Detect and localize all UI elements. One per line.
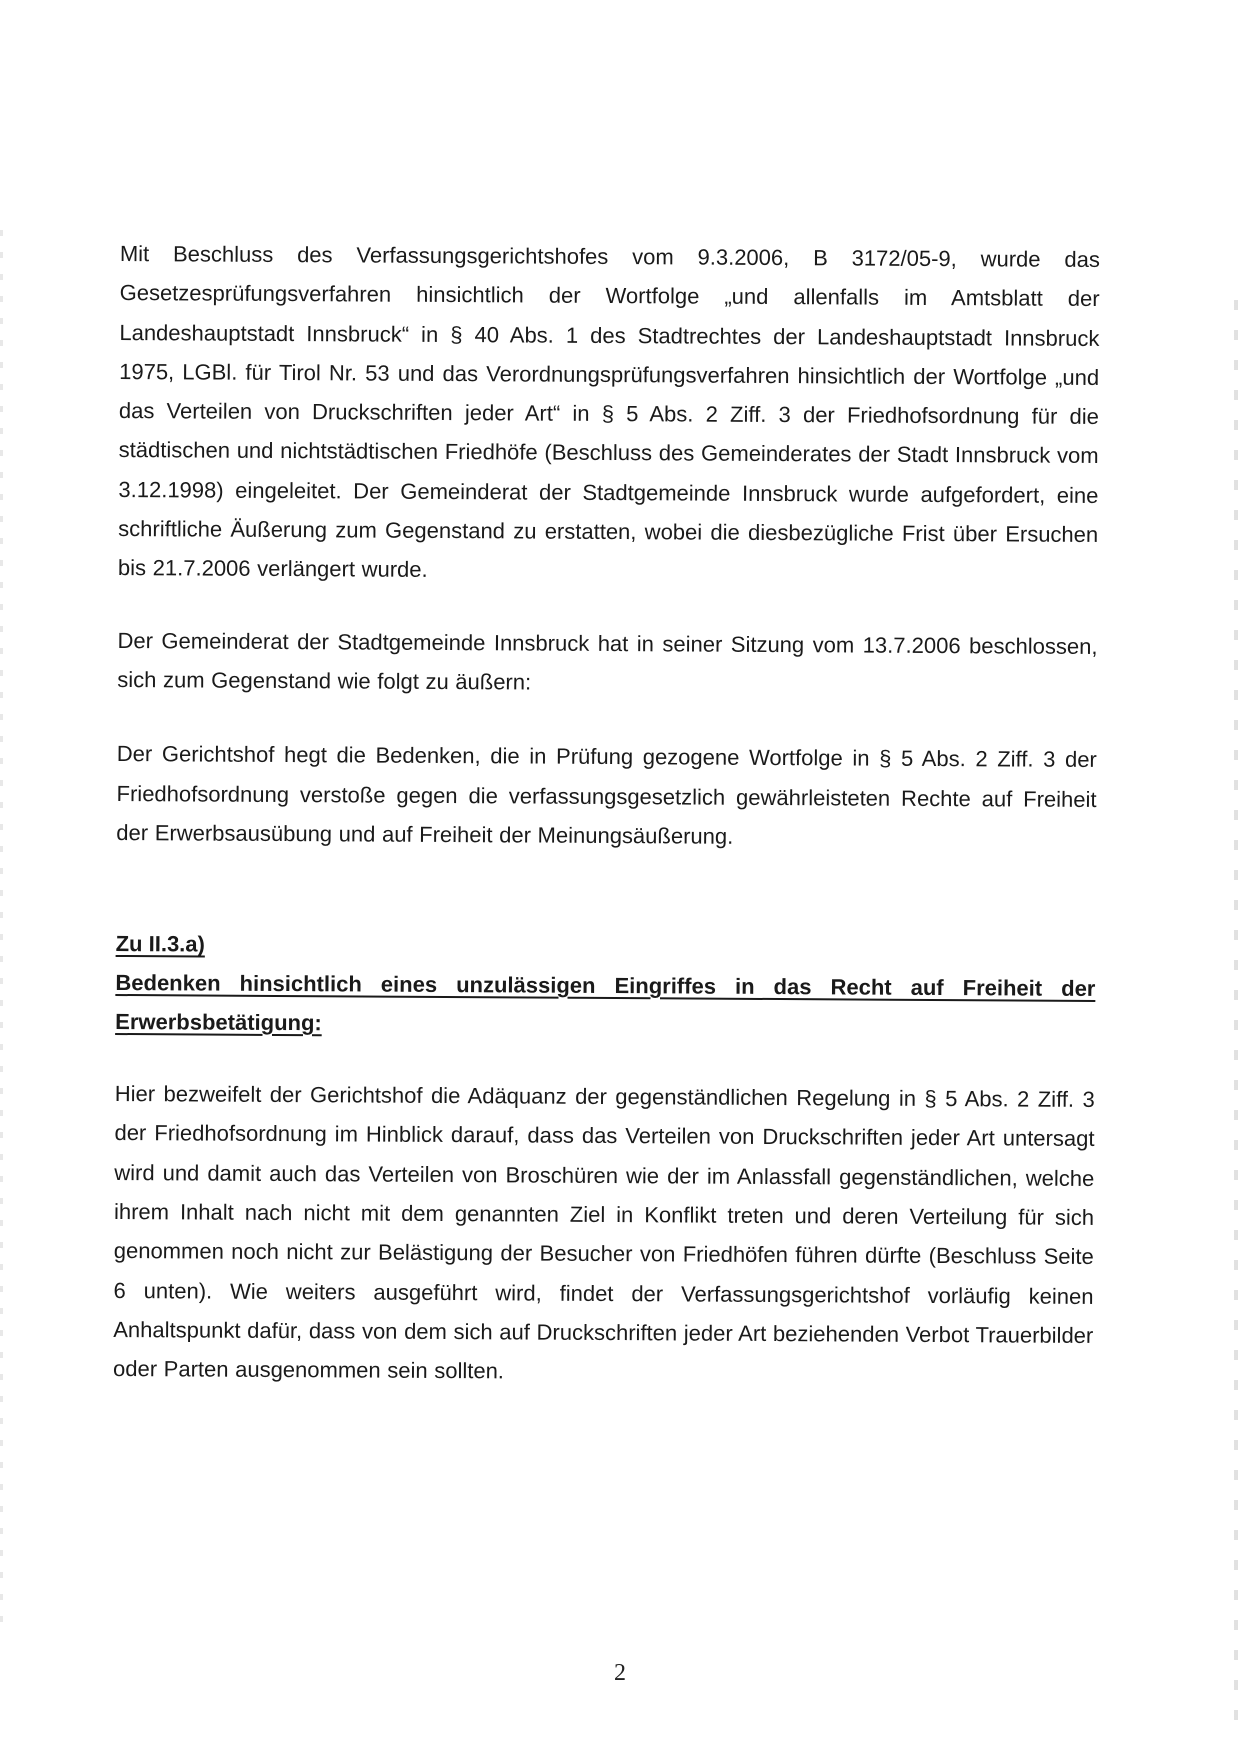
document-body [113, 234, 1100, 1394]
section-number: Zu II.3.a) [115, 931, 205, 957]
scan-edge-left [0, 230, 3, 1630]
scan-edge-right [1234, 300, 1238, 1720]
paragraph-bedenken-gerichtshof: Der Gerichtshof hegt die Bedenken, die in Prüfung gezogene Wortfolge in § 5 Abs. 2 Ziff. 3 der Friedhofsordnung verstoße gegen die verfassungsgesetzlich gewährleisteten Rechte auf Freiheit der Erwerbsausübung und auf Freiheit der Meinungsäußerung. [116, 741, 1097, 849]
paragraph-beschluss: Mit Beschluss des Verfassungsgerichtshofes vom 9.3.2006, B 3172/05-9, wurde das Gesetzesprüfungsverfahren hinsichtlich der Wortfolge „und allenfalls im Amtsblatt der Landeshauptstadt Innsbruck“ in § 40 Abs. 1 des Stadtrechtes der Landeshauptstadt Innsbruck 1975, LGBl. für Tirol Nr. 53 und das Verordnungsprüfungsverfahren hinsichtlich der Wortfolge „und das Verteilen von Druckschriften jeder Art“ in § 5 Abs. 2 Ziff. 3 der Friedhofsordnung für die städtischen und nichtstädtischen Friedhöfe (Beschluss des Gemeinderates der Stadt Innsbruck vom 3.12.1998) eingeleitet. Der Gemeinderat der Stadtgemeinde Innsbruck wurde aufgefordert, eine schriftliche Äußerung zum Gegenstand zu erstatten, wobei die diesbezügliche Frist über Ersuchen bis 21.7.2006 verlängert wurde. [117, 240, 1100, 583]
paragraph-gemeinderat-sitzung: Der Gemeinderat der Stadtgemeinde Innsbruck hat in seiner Sitzung vom 13.7.2006 beschlossen, sich zum Gegenstand wie folgt zu äußern: [117, 627, 1098, 695]
section-heading [115, 924, 1096, 1047]
page-number: 2 [614, 1660, 626, 1686]
paragraph-adaequanz: Hier bezweifelt der Gerichtshof die Adäquanz der gegenständlichen Regelung in § 5 Abs. 2 Ziff. 3 der Friedhofsordnung im Hinblick darauf, dass das Verteilen von Druckschriften jeder Art untersagt wird und damit auch das Verteilen von Broschüren wie der im Anlassfall gegenständlichen, welche ihrem Inhalt nach nicht mit dem genannten Ziel in Konflikt treten und deren Verteilung für sich genommen noch nicht zur Belästigung der Besucher von Friedhöfen führen dürfte (Beschluss Seite 6 unten). Wie weiters ausgeführt wird, findet der Verfassungsgerichtshof vorläufig keinen Anhaltspunkt dafür, dass von dem sich auf Druckschriften jeder Art beziehenden Verbot Trauerbilder oder Parten ausgenommen sein sollten. [112, 1081, 1095, 1384]
section-title-line-1: Bedenken hinsichtlich eines unzulässigen Eingriffes in das Recht auf Freiheit der [115, 970, 1096, 1002]
section-title-line-2: Erwerbsbetätigung: [115, 1009, 322, 1036]
